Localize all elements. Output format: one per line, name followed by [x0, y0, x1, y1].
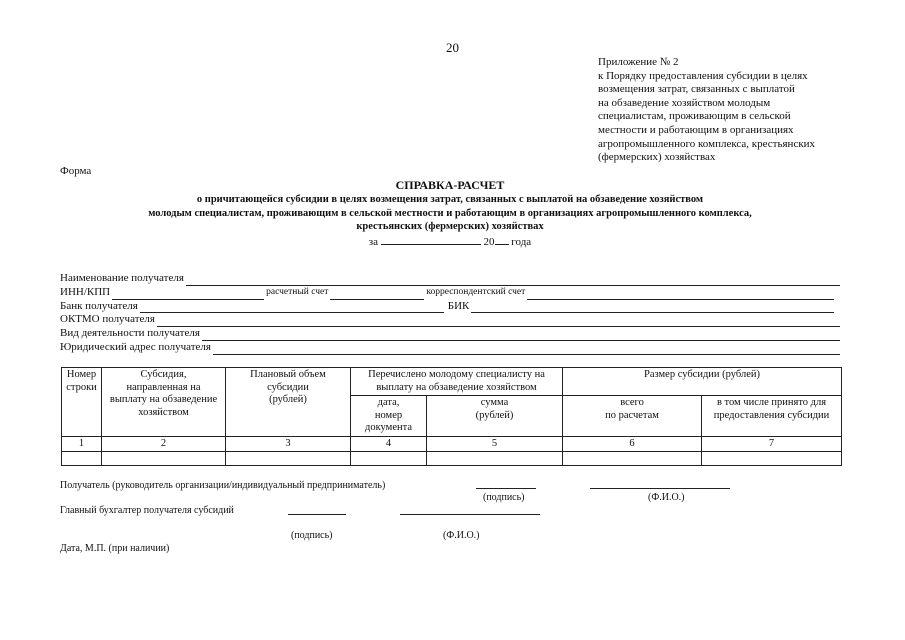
- column-number: 3: [226, 436, 351, 452]
- table-cell[interactable]: [702, 452, 842, 466]
- table-cell[interactable]: [563, 452, 702, 466]
- table-number-row: [62, 436, 842, 452]
- header-text: в том числе принято для: [716, 397, 827, 408]
- header-text: сумма: [480, 397, 509, 408]
- field-row: [60, 327, 840, 341]
- appendix-line: (фермерских) хозяйствах: [598, 151, 716, 164]
- document-subtitle-line: крестьянских (фермерских) хозяйствах: [356, 221, 544, 232]
- accountant-fio-line[interactable]: [400, 514, 540, 515]
- title-block: [60, 178, 840, 249]
- bik-label: БИК: [447, 299, 470, 312]
- inn-kpp-field[interactable]: [112, 288, 264, 300]
- header-text: всего: [620, 397, 644, 408]
- period-prefix: за: [368, 235, 379, 248]
- table-data-row: [62, 452, 842, 466]
- header-text: строки: [66, 381, 97, 393]
- table-header-row: [62, 368, 842, 396]
- recipient-signature-label: Получатель (руководитель организации/индивидуальный предприниматель): [60, 480, 386, 491]
- header-date-number: [351, 396, 427, 437]
- period-year-prefix: 20: [483, 235, 495, 248]
- address-field[interactable]: [213, 343, 840, 355]
- column-number: 7: [702, 436, 842, 452]
- bik-field[interactable]: [471, 301, 834, 313]
- document-title: СПРАВКА-РАСЧЕТ: [395, 178, 505, 192]
- signature-caption: (подпись): [291, 530, 333, 541]
- appendix-line: возмещения затрат, связанных с выплатой: [598, 83, 795, 96]
- header-text: Субсидия,: [140, 369, 187, 380]
- appendix-line: на обзаведение хозяйством молодым: [598, 96, 771, 109]
- header-text: хозяйством: [138, 406, 189, 418]
- field-row: [60, 341, 840, 355]
- recipient-name-field[interactable]: [186, 274, 840, 286]
- chief-accountant-label: Главный бухгалтер получателя субсидий: [60, 505, 234, 516]
- page-number: 20: [446, 40, 459, 55]
- oktmo-field[interactable]: [157, 315, 840, 327]
- oktmo-label: ОКТМО получателя: [60, 313, 155, 326]
- header-text: документа: [365, 422, 412, 433]
- header-total-calculated: [563, 396, 702, 437]
- signature-caption: (подпись): [483, 492, 525, 503]
- header-text: выплату на обзаведение хозяйством: [376, 381, 537, 393]
- header-text: предоставления субсидии: [713, 409, 830, 421]
- header-text: Номер: [66, 369, 97, 380]
- corr-account-label: корреспондентский счет: [426, 286, 526, 297]
- corr-account-field[interactable]: [527, 288, 834, 300]
- appendix-line: к Порядку предоставления субсидии в целях: [598, 69, 808, 82]
- field-row: [60, 300, 840, 314]
- table-cell[interactable]: [102, 452, 226, 466]
- address-label: Юридический адрес получателя: [60, 340, 211, 353]
- document-subtitle-line: молодым специалистам, проживающим в сельской местности и работающим в организациях агропромышленного комплекса,: [148, 207, 752, 219]
- header-subsidy-size-group: Размер субсидии (рублей): [563, 368, 842, 396]
- document-subtitle-line: о причитающейся субсидии в целях возмещения затрат, связанных с выплатой на обзаведение хозяйством: [196, 194, 704, 205]
- period-year-blank[interactable]: [495, 234, 509, 245]
- header-subsidy: [102, 368, 226, 437]
- header-text: дата,: [377, 397, 400, 408]
- appendix-header: [598, 56, 815, 165]
- header-accepted: [702, 396, 842, 437]
- header-text: Перечислено молодому специалисту на: [368, 369, 545, 380]
- period-suffix: года: [511, 235, 532, 248]
- header-text: направленная на: [126, 381, 201, 393]
- field-row: [60, 286, 840, 300]
- header-text: выплату на обзаведение: [109, 394, 218, 405]
- field-row: [60, 272, 840, 286]
- date-stamp-label: Дата, М.П. (при наличии): [60, 543, 170, 554]
- recipient-name-label: Наименование получателя: [60, 272, 184, 284]
- column-number: 2: [102, 436, 226, 452]
- recipient-fields: [60, 272, 840, 355]
- table-cell[interactable]: [351, 452, 427, 466]
- bank-field[interactable]: [140, 301, 444, 313]
- table-cell[interactable]: [62, 452, 102, 466]
- fio-caption: (Ф.И.О.): [648, 492, 685, 503]
- account-label: расчетный счет: [266, 286, 329, 297]
- appendix-line: Приложение № 2: [598, 56, 679, 68]
- calculation-table: [61, 367, 842, 466]
- account-field[interactable]: [330, 288, 424, 300]
- header-text: по расчетам: [605, 409, 659, 421]
- header-text: номер: [374, 409, 403, 421]
- appendix-line: местности и работающим в организациях: [598, 123, 794, 136]
- column-number: 5: [427, 436, 563, 452]
- fio-caption: (Ф.И.О.): [443, 530, 480, 541]
- table-cell[interactable]: [427, 452, 563, 466]
- header-amount: [427, 396, 563, 437]
- form-label: Форма: [60, 165, 92, 177]
- appendix-line: специалистам, проживающим в сельской: [598, 110, 791, 123]
- header-row-number: [62, 368, 102, 437]
- period-blank[interactable]: [381, 234, 481, 245]
- header-transferred-group: [351, 368, 563, 396]
- period-line: [60, 234, 840, 249]
- header-text: субсидии: [267, 381, 309, 393]
- activity-label: Вид деятельности получателя: [60, 327, 200, 340]
- bank-label: Банк получателя: [60, 299, 138, 312]
- activity-field[interactable]: [202, 329, 840, 341]
- column-number: 1: [62, 436, 102, 452]
- recipient-fio-line[interactable]: [590, 488, 730, 489]
- column-number: 4: [351, 436, 427, 452]
- appendix-line: агропромышленного комплекса, крестьянских: [598, 137, 816, 150]
- field-row: [60, 313, 840, 327]
- header-planned-volume: [226, 368, 351, 437]
- accountant-signature-line[interactable]: [288, 514, 346, 515]
- header-text: Плановый объем: [250, 369, 326, 380]
- table-cell[interactable]: [226, 452, 351, 466]
- header-text: (рублей): [269, 394, 307, 405]
- column-number: 6: [563, 436, 702, 452]
- inn-kpp-label: ИНН/КПП: [60, 285, 111, 298]
- header-text: (рублей): [475, 409, 514, 421]
- recipient-signature-line[interactable]: [476, 488, 536, 489]
